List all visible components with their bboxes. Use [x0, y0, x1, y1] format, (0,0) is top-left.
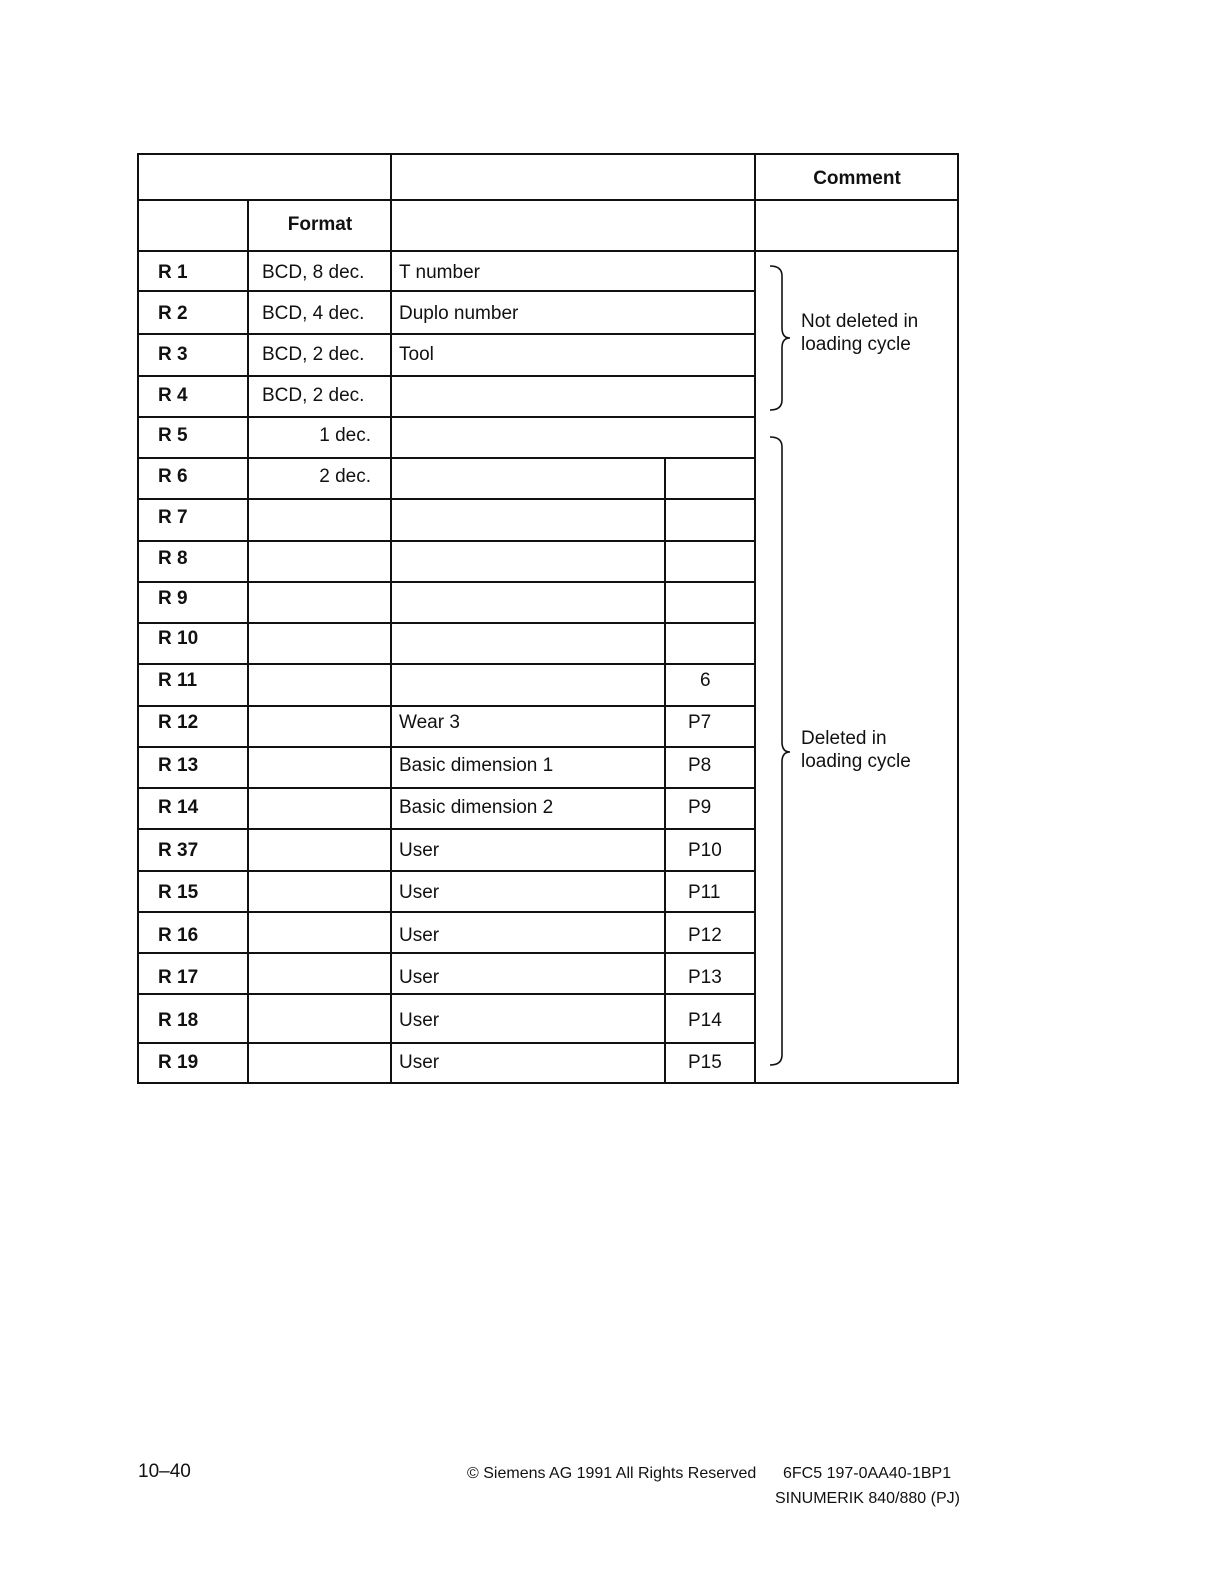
- parameter-cell: P15: [688, 1052, 722, 1073]
- parameter-cell: P8: [688, 755, 712, 776]
- product-name: SINUMERIK 840/880 (PJ): [775, 1490, 960, 1507]
- order-number: 6FC5 197-0AA40-1BP1: [783, 1465, 952, 1482]
- header-comment: Comment: [813, 168, 901, 189]
- brace-deleted: [770, 437, 790, 1065]
- register-cell: R 17: [158, 967, 199, 988]
- parameter-cell: P12: [688, 925, 722, 946]
- header-format: Format: [287, 214, 353, 235]
- description-cell: Wear 3: [399, 712, 460, 733]
- format-cell: BCD, 4 dec.: [262, 303, 365, 324]
- page-number: 10–40: [138, 1461, 191, 1482]
- parameter-cell: P13: [688, 967, 722, 988]
- register-cell: R 8: [158, 548, 188, 569]
- description-cell: User: [399, 840, 440, 861]
- description-cell: User: [399, 1010, 440, 1031]
- format-cell: BCD, 2 dec.: [262, 344, 365, 365]
- register-cell: R 9: [158, 588, 188, 609]
- description-cell: T number: [399, 262, 480, 283]
- register-cell: R 16: [158, 925, 199, 946]
- register-cell: R 11: [158, 670, 198, 691]
- register-cell: R 10: [158, 628, 199, 649]
- description-cell: User: [399, 1052, 440, 1073]
- register-cell: R 2: [158, 303, 188, 324]
- format-cell: BCD, 2 dec.: [262, 385, 365, 406]
- register-cell: R 3: [158, 344, 188, 365]
- register-cell: R 12: [158, 712, 199, 733]
- register-cell: R 37: [158, 840, 199, 861]
- register-cell: R 7: [158, 507, 188, 528]
- register-cell: R 18: [158, 1010, 199, 1031]
- description-cell: Tool: [399, 344, 434, 365]
- comment-line: Not deleted in: [801, 311, 919, 332]
- format-cell: BCD, 8 dec.: [262, 262, 365, 283]
- description-cell: Basic dimension 2: [399, 797, 554, 818]
- format-cell: 2 dec.: [319, 466, 371, 487]
- format-cell: 1 dec.: [319, 425, 371, 446]
- description-cell: User: [399, 882, 440, 903]
- copyright-notice: © Siemens AG 1991 All Rights Reserved: [467, 1465, 757, 1482]
- parameter-cell: 6: [700, 670, 711, 691]
- description-cell: Duplo number: [399, 303, 519, 324]
- brace-not-deleted: [770, 266, 790, 410]
- register-cell: R 4: [158, 385, 188, 406]
- comment-line: loading cycle: [801, 751, 911, 772]
- description-cell: User: [399, 925, 440, 946]
- register-cell: R 6: [158, 466, 188, 487]
- description-cell: User: [399, 967, 440, 988]
- comment-line: Deleted in: [801, 728, 887, 749]
- parameter-cell: P10: [688, 840, 722, 861]
- parameter-cell: P11: [688, 882, 721, 903]
- register-cell: R 15: [158, 882, 199, 903]
- parameter-cell: P14: [688, 1010, 722, 1031]
- description-cell: Basic dimension 1: [399, 755, 554, 776]
- register-cell: R 13: [158, 755, 199, 776]
- comment-line: loading cycle: [801, 334, 911, 355]
- register-cell: R 19: [158, 1052, 199, 1073]
- register-cell: R 14: [158, 797, 199, 818]
- register-cell: R 1: [158, 262, 188, 283]
- register-cell: R 5: [158, 425, 188, 446]
- parameter-cell: P7: [688, 712, 712, 733]
- parameter-cell: P9: [688, 797, 712, 818]
